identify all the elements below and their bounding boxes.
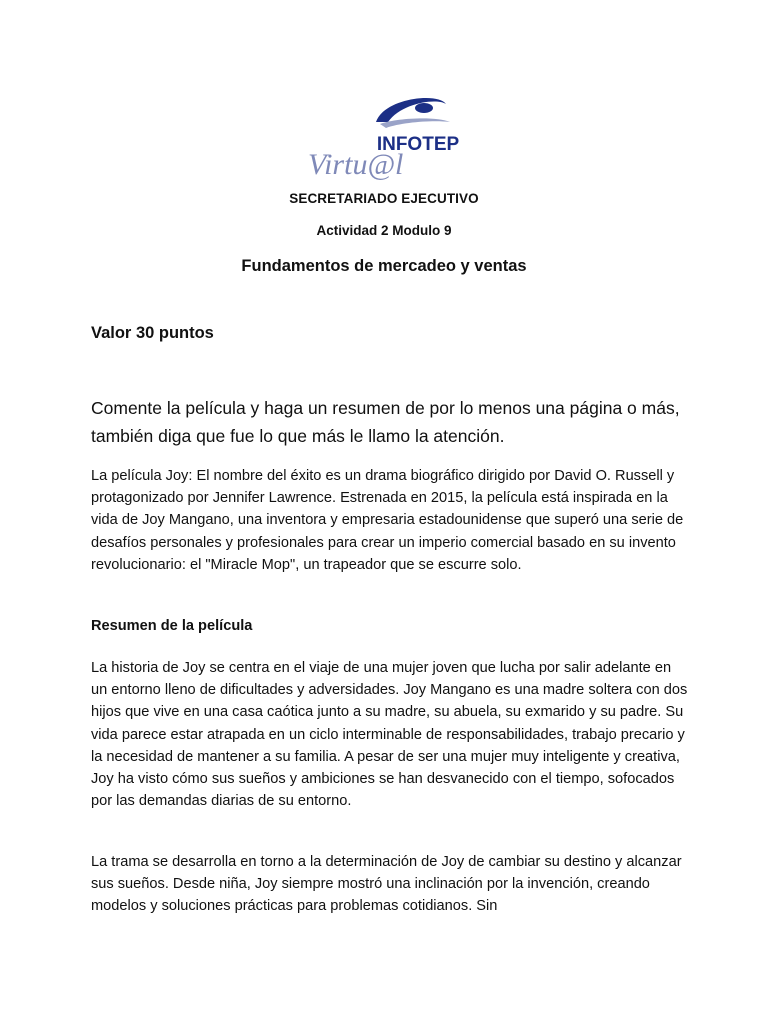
intro-paragraph: La película Joy: El nombre del éxito es un drama biográfico dirigido por David O. Russell y protagonizado por Jennifer Lawrence. Estrenada en 2015, la película está inspirada en la vida de Joy Mangano, una inventora y empresaria estadounidense que superó una serie de desafíos personales y profesionales para crear un imperio comercial basado en su invento revolucionario: el "Miracle Mop", un trapeador que se escurre solo. [91, 468, 684, 573]
points-value-heading: Valor 30 puntos [91, 324, 214, 342]
assignment-prompt: Comente la película y haga un resumen de por lo menos una página o más, también diga que fue lo que más le llamo la atención. [91, 398, 680, 446]
logo-script-text: Virtu@l [308, 148, 404, 181]
summary-heading: Resumen de la película [91, 618, 253, 634]
summary-paragraph-2: La trama se desarrolla en torno a la determinación de Joy de cambiar su destino y alcanzar sus sueños. Desde niña, Joy siempre mostró una inclinación por la invención, creando modelos y soluciones prácticas para problemas cotidianos. Sin [91, 854, 682, 915]
logo-swoosh-bottom [380, 118, 450, 128]
infotep-virtual-logo [306, 92, 466, 182]
course-title: Fundamentos de mercadeo y ventas [241, 257, 527, 275]
logo-brand-text: INFOTEP [376, 134, 460, 155]
summary-paragraph-1: La historia de Joy se centra en el viaje de una mujer joven que lucha por salir adelante en un entorno lleno de dificultades y adversidades. Joy Mangano es una madre soltera con dos hijos que vive en una casa caótica junto a su madre, su abuela, su exmarido y su padre. Su vida parece estar atrapada en un ciclo interminable de responsabilidades, trabajo precario y la necesidad de mantener a su familia. A pesar de ser una mujer muy inteligente y creativa, Joy ha visto cómo sus sueños y ambiciones se han desvanecido con el tiempo, sofocados por las demandas diarias de su entorno. [91, 660, 688, 810]
activity-title: Actividad 2 Modulo 9 [316, 223, 452, 238]
logo-globe [415, 103, 433, 113]
infotep-logo-graphic [306, 92, 466, 182]
program-title: SECRETARIADO EJECUTIVO [289, 191, 479, 206]
